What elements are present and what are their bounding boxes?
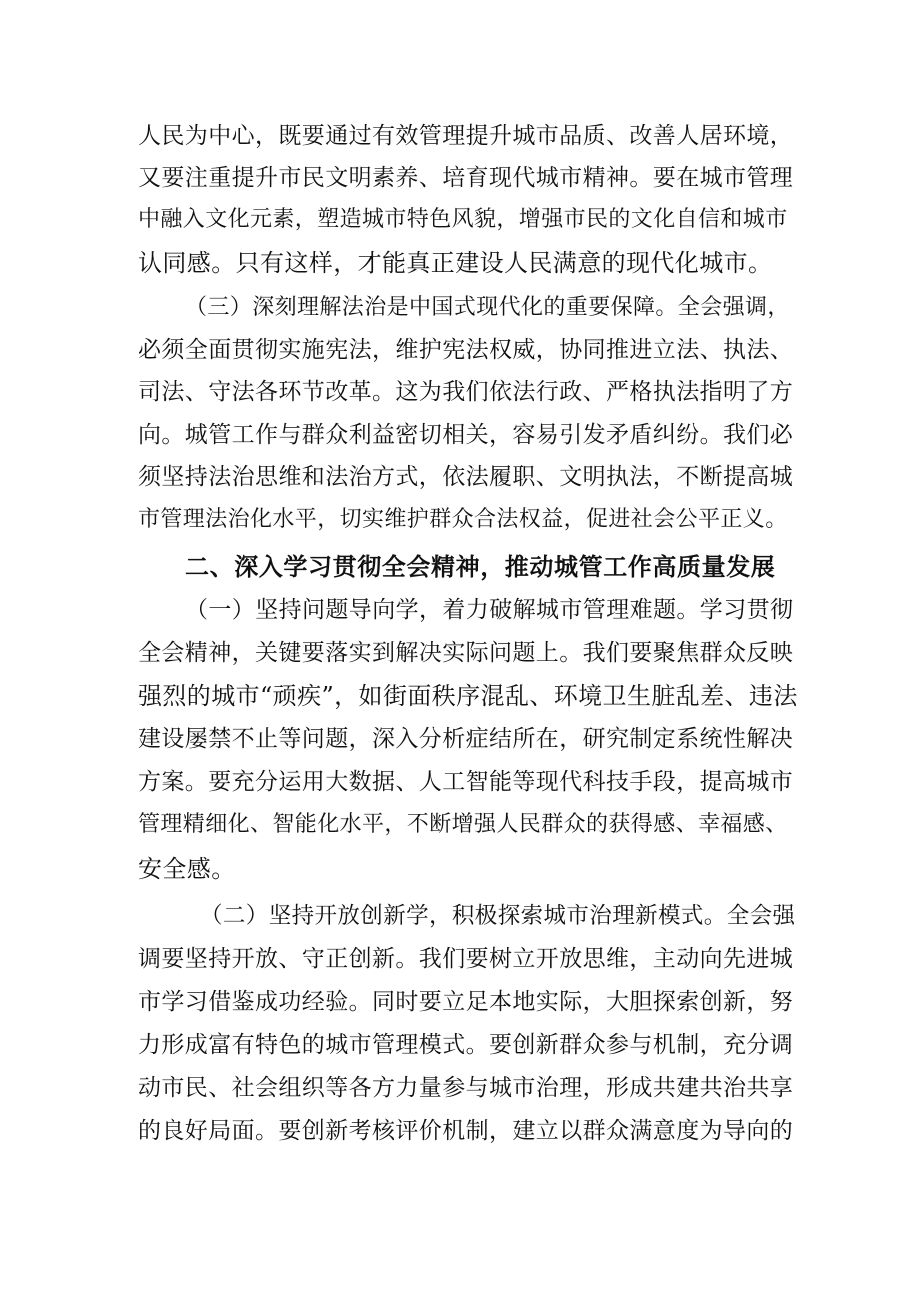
paragraph-first-line: （三）深刻理解法治是中国式现代化的重要保障。全会强调， <box>185 295 790 320</box>
text-line: 又要注重提升市民文明素养、培育现代城市精神。要在城市管理 <box>138 165 794 191</box>
text-line: 方案。要充分运用大数据、人工智能等现代科技手段，提高城市 <box>138 769 794 795</box>
text-line: 司法、守法各环节改革。这为我们依法行政、严格执法指明了方 <box>138 379 794 405</box>
text-line: 动市民、社会组织等各方力量参与城市治理，形成共建共治共享 <box>138 1075 794 1101</box>
text-line: 认同感。只有这样，才能真正建设人民满意的现代化城市。 <box>138 249 773 277</box>
section-heading: 二、深入学习贯彻全会精神，推动城管工作高质量发展 <box>185 552 776 581</box>
text-line: 人民为中心，既要通过有效管理提升城市品质、改善人居环境， <box>138 123 794 149</box>
text-line: 向。城管工作与群众利益密切相关，容易引发矛盾纠纷。我们必 <box>138 422 794 448</box>
text-line: 强烈的城市“顽疾”，如街面秩序混乱、环境卫生脏乱差、违法 <box>138 682 798 710</box>
text-line: 建设屡禁不止等问题，深入分析症结所在，研究制定系统性解决 <box>138 726 794 752</box>
text-line: 市管理法治化水平，切实维护群众合法权益，促进社会公平正义。 <box>138 507 788 532</box>
text-line: 力形成富有特色的城市管理模式。要创新群众参与机制，充分调 <box>138 1032 794 1058</box>
text-line: 的良好局面。要创新考核评价机制，建立以群众满意度为导向的 <box>138 1118 794 1144</box>
text-line: 全会精神，关键要落实到解决实际问题上。我们要聚焦群众反映 <box>138 640 794 666</box>
text-line: 中融入文化元素，塑造城市特色风貌，增强市民的文化自信和城市 <box>138 207 788 232</box>
text-line: 市学习借鉴成功经验。同时要立足本地实际，大胆探索创新，努 <box>138 989 794 1015</box>
paragraph-first-line: （二）坚持开放创新学，积极探索城市治理新模式。全会强 <box>200 903 796 929</box>
text-line: 须坚持法治思维和法治方式，依法履职、文明执法，不断提高城 <box>138 464 794 490</box>
text-line: 安全感。 <box>138 855 236 883</box>
paragraph-first-line: （一）坚持问题导向学，着力破解城市管理难题。学习贯彻 <box>185 597 794 623</box>
text-line: 必须全面贯彻实施宪法，维护宪法权威，协同推进立法、执法、 <box>138 337 794 363</box>
text-line: 调要坚持开放、守正创新。我们要树立开放思维，主动向先进城 <box>138 946 794 972</box>
text-line: 管理精细化、智能化水平，不断增强人民群众的获得感、幸福感、 <box>138 812 788 837</box>
